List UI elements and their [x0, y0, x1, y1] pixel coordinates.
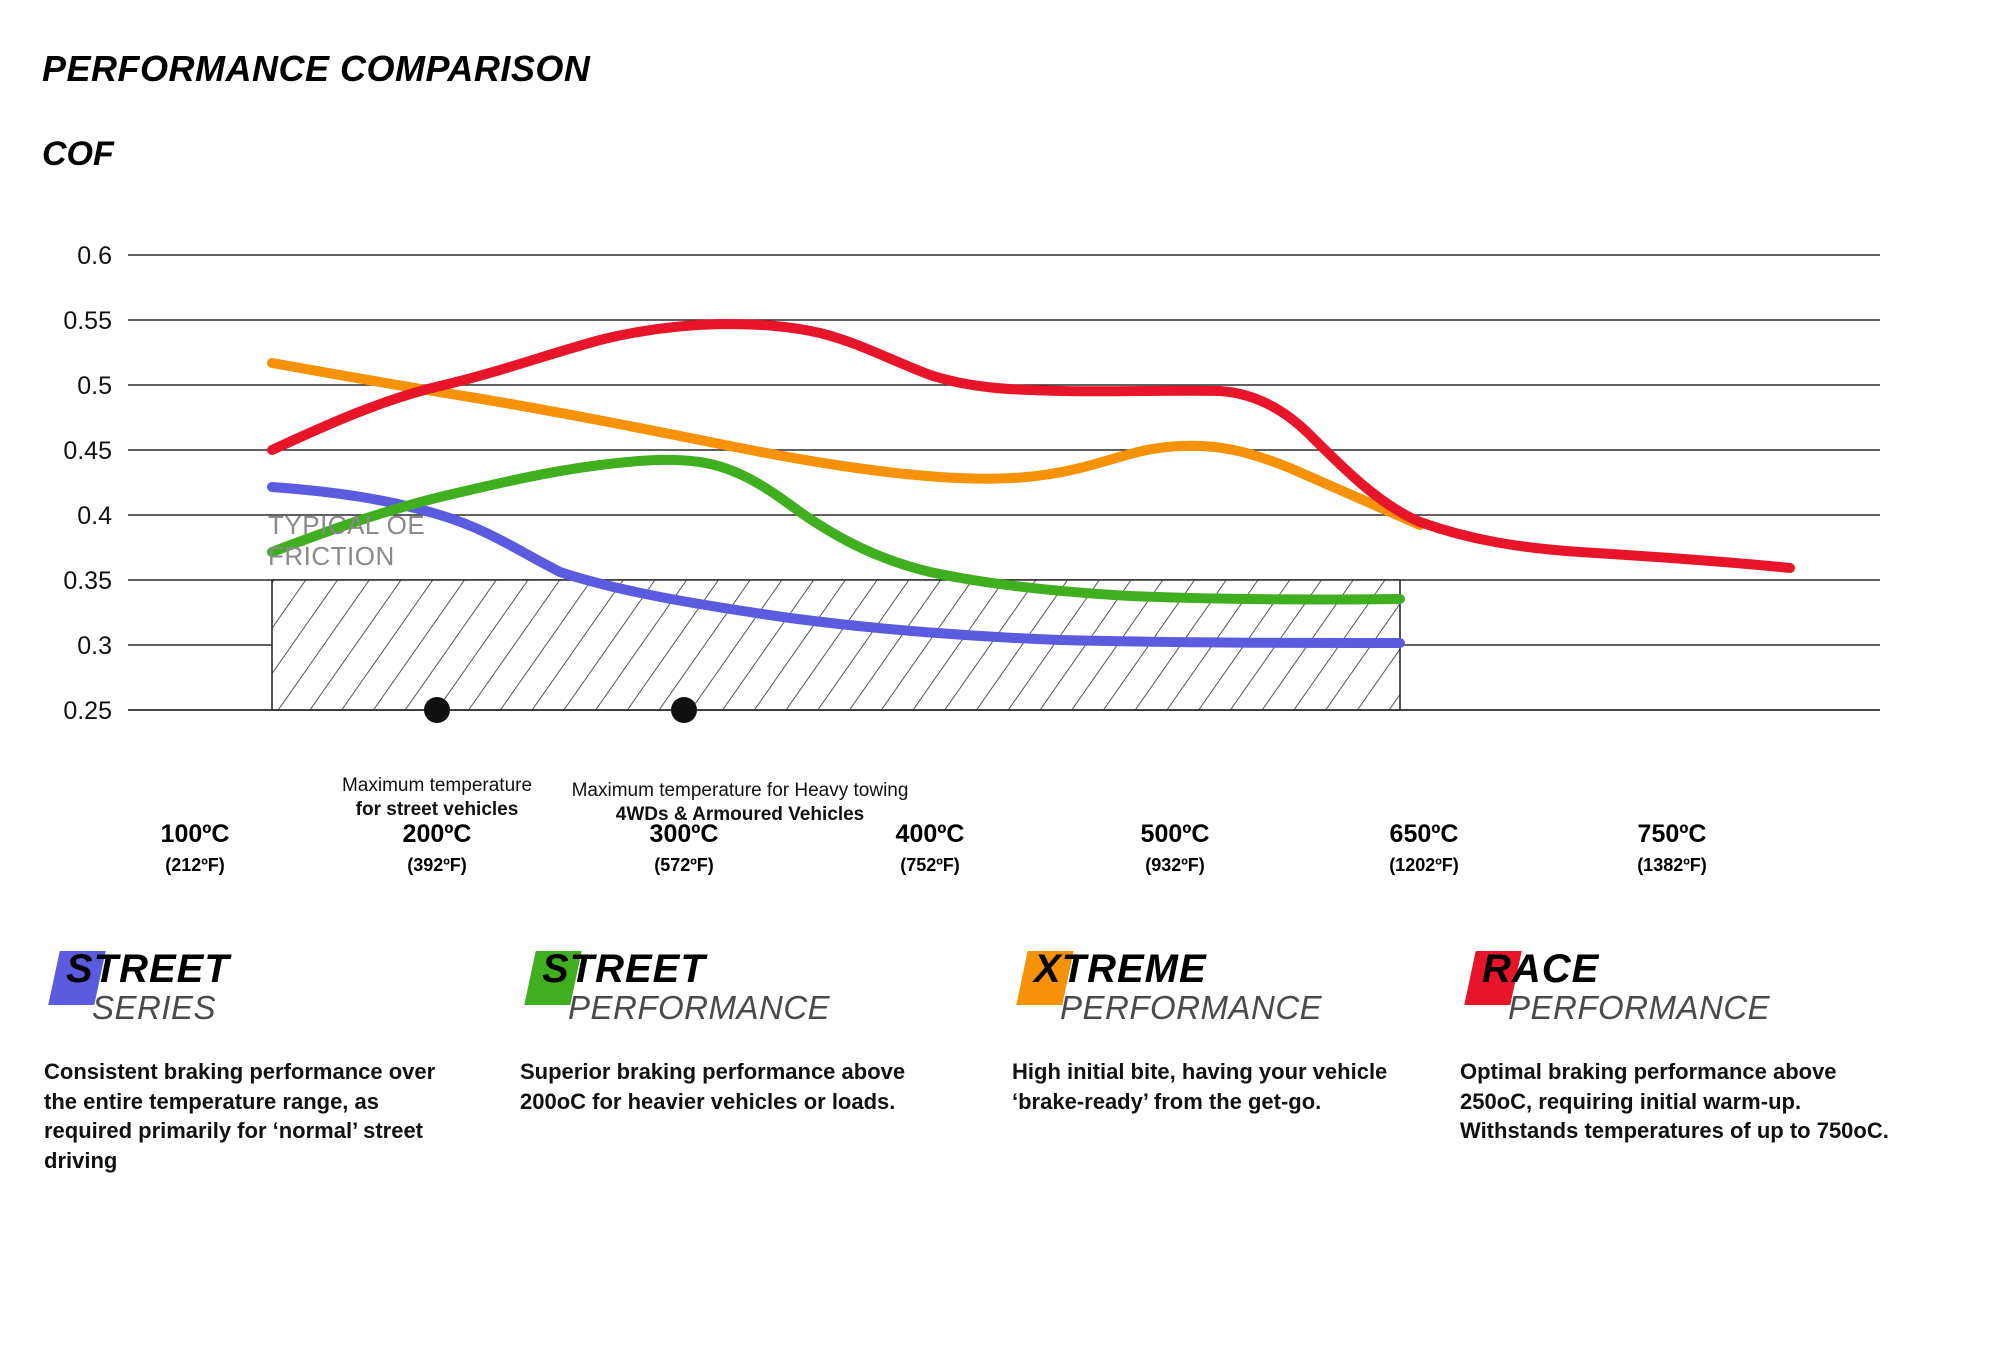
series-line-street-performance: [272, 460, 1400, 600]
annotation-max-temp-towing: Maximum temperature for Heavy towing 4WDs & Armoured Vehicles: [571, 780, 909, 825]
marker-dot-max-temp-street: [424, 697, 450, 723]
product-race-performance: [1440, 945, 1960, 1176]
logo-name-bottom: PERFORMANCE: [568, 989, 831, 1026]
svg-text:0.35: 0.35: [63, 567, 112, 595]
svg-text:0.5: 0.5: [77, 372, 112, 400]
series-line-race-performance: [272, 324, 1790, 568]
svg-text:0.4: 0.4: [77, 502, 112, 530]
typical-oe-friction-label: TYPICAL OE FRICTION: [268, 510, 426, 571]
x-tick-400c: 400ºC (752ºF): [895, 820, 965, 875]
logo-street-performance: [520, 945, 954, 1041]
product-street-series: [0, 945, 510, 1176]
x-tick-500c: 500ºC (932ºF): [1140, 820, 1210, 875]
logo-name-top: RACE: [1482, 947, 1600, 991]
y-axis-ticks: [63, 242, 112, 725]
svg-text:0.3: 0.3: [77, 632, 112, 660]
x-tick-650c: 650ºC (1202ºF): [1389, 820, 1459, 875]
x-tick-200c: 200ºC (392ºF): [402, 820, 472, 875]
logo-name-top: STREET: [66, 947, 230, 991]
logo-name-top: XTREME: [1034, 947, 1207, 991]
svg-text:0.6: 0.6: [77, 242, 112, 270]
x-tick-750c: 750ºC (1382ºF): [1637, 820, 1707, 875]
product-legend: [0, 945, 2000, 1176]
logo-name-bottom: PERFORMANCE: [1060, 989, 1323, 1026]
product-description: Consistent braking performance over the entire temperature range, as required primarily for ‘normal’ street driving: [44, 1059, 436, 1174]
product-street-performance: [510, 945, 1000, 1176]
annotation-max-temp-street: Maximum temperature for street vehicles: [341, 775, 533, 820]
logo-xtreme-performance: [1012, 945, 1394, 1041]
x-axis-labels: [0, 820, 2000, 910]
logo-race-performance: [1460, 945, 1914, 1041]
chart-area: [0, 200, 2000, 760]
svg-text:0.55: 0.55: [63, 307, 112, 335]
logo-name-bottom: SERIES: [92, 989, 217, 1026]
axis-title-cof: COF: [42, 135, 114, 173]
marker-dot-max-temp-towing: [671, 697, 697, 723]
performance-chart: [0, 200, 2000, 760]
product-description: High initial bite, having your vehicle ‘brake-ready’ from the get-go.: [1012, 1059, 1388, 1114]
logo-name-bottom: PERFORMANCE: [1508, 989, 1771, 1026]
product-description: Superior braking performance above 200oC for heavier vehicles or loads.: [520, 1059, 906, 1114]
product-xtreme-performance: [1000, 945, 1440, 1176]
x-tick-300c: 300ºC (572ºF): [649, 820, 719, 875]
svg-text:0.25: 0.25: [63, 697, 112, 725]
product-description: Optimal braking performance above 250oC, requiring initial warm-up. Withstands temperatures of up to 750oC.: [1460, 1059, 1889, 1144]
page-title: PERFORMANCE COMPARISON: [42, 48, 591, 89]
svg-text:0.45: 0.45: [63, 437, 112, 465]
logo-street-series: [44, 945, 464, 1041]
x-tick-100c: 100ºC (212ºF): [160, 820, 230, 875]
logo-name-top: STREET: [542, 947, 706, 991]
